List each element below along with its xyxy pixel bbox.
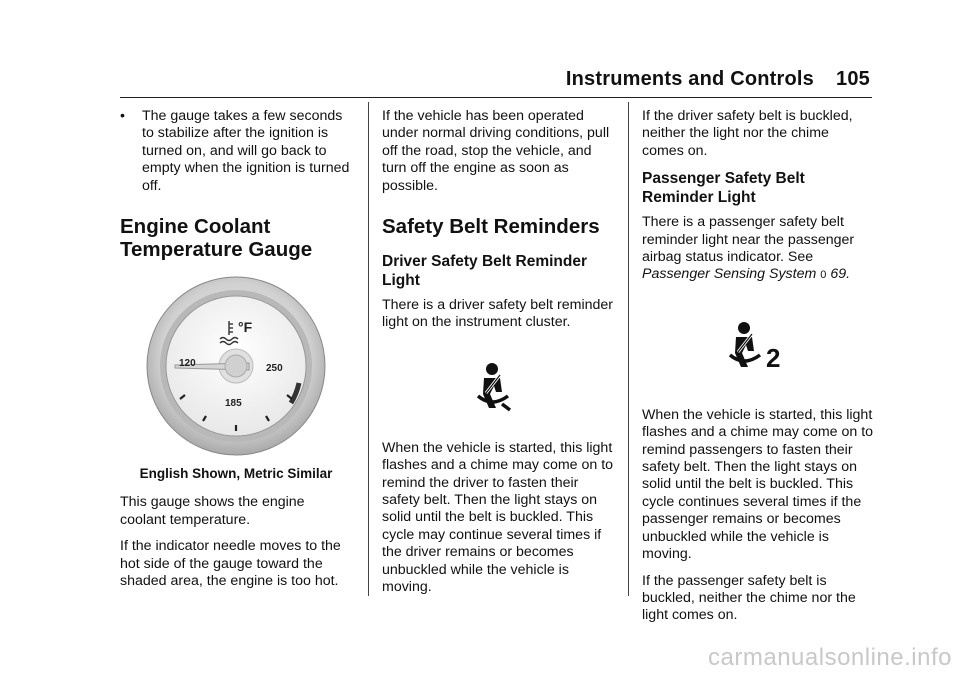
column-divider-1 [368, 102, 369, 596]
column-3 [642, 108, 874, 634]
passenger-sensing-link[interactable]: Passenger Sensing System [642, 266, 817, 283]
safety-belt-reminders-heading: Safety Belt Reminders [382, 215, 600, 239]
passenger-seatbelt-icon [726, 321, 790, 373]
gauge-label-low: 120 [179, 358, 196, 370]
coolant-temperature-gauge-image [145, 275, 327, 457]
driver-seatbelt-icon-wrap [382, 362, 614, 412]
header-rule [120, 97, 872, 98]
passenger-reminder-text: There is a passenger safety belt reminder light near the passenger airbag status indicator. See [642, 214, 855, 266]
page-ref-arrow-icon: 0 [820, 269, 827, 282]
passenger-reminder-paragraph-3: If the passenger safety belt is buckled, neither the chime nor the light comes on. [642, 572, 856, 624]
gauge-label-high: 250 [266, 363, 283, 375]
passenger-reminder-heading: Passenger Safety Belt Reminder Light [642, 170, 805, 207]
passenger-reminder-paragraph-2: When the vehicle is started, this light flashes and a chime may come on to remind passengers to fasten their safety belt. Then the light stays on solid until the belt is buckled. This cycle continues several times if the passenger remains or becomes unbuckled while the vehicle is moving. [642, 406, 874, 563]
column-1 [120, 108, 352, 599]
page-ref-number: 69. [830, 266, 851, 283]
engine-coolant-heading: Engine Coolant Temperature Gauge [120, 215, 313, 262]
driver-reminder-paragraph-2: When the vehicle is started, this light flashes and a chime may come on to remind the driver to fasten their safety belt. Then the light stays on solid until the belt is buckled. This cycle may continue several times if the driver remains or becomes unbuckled while the vehicle is moving. [382, 439, 614, 596]
bullet-marker: • [120, 108, 125, 124]
watermark: carmanualsonline.info [708, 644, 952, 671]
page-header [566, 68, 870, 91]
driver-reminder-heading: Driver Safety Belt Reminder Light [382, 253, 588, 290]
coolant-paragraph-1: This gauge shows the engine coolant temperature. [120, 494, 305, 528]
column-divider-2 [628, 102, 629, 596]
gauge-unit-label: °F [238, 319, 253, 336]
passenger-icon-digit: 2 [766, 342, 781, 373]
gauge-caption: English Shown, Metric Similar [139, 466, 333, 482]
bullet-item [120, 108, 352, 195]
bullet-text: The gauge takes a few seconds to stabilize after the ignition is turned on, and will go back to empty when the ignition is turned off. [142, 108, 350, 194]
gauge-label-mid: 185 [225, 398, 242, 410]
passenger-seatbelt-icon-wrap [642, 321, 874, 373]
seatbelt-icon [474, 362, 522, 412]
driver-buckled-paragraph: If the driver safety belt is buckled, neither the light nor the chime comes on. [642, 108, 853, 159]
overheat-paragraph: If the vehicle has been operated under normal driving conditions, pull off the road, stop the vehicle, and turn off the engine as soon as possible. [382, 108, 610, 194]
column-2 [382, 108, 614, 606]
page-number: 105 [836, 68, 870, 90]
driver-reminder-paragraph-1: There is a driver safety belt reminder light on the instrument cluster. [382, 297, 614, 331]
passenger-reminder-paragraph-1 [642, 214, 874, 285]
coolant-paragraph-2: If the indicator needle moves to the hot side of the gauge toward the shaded area, the engine is too hot. [120, 538, 341, 590]
section-title: Instruments and Controls [565, 68, 815, 90]
